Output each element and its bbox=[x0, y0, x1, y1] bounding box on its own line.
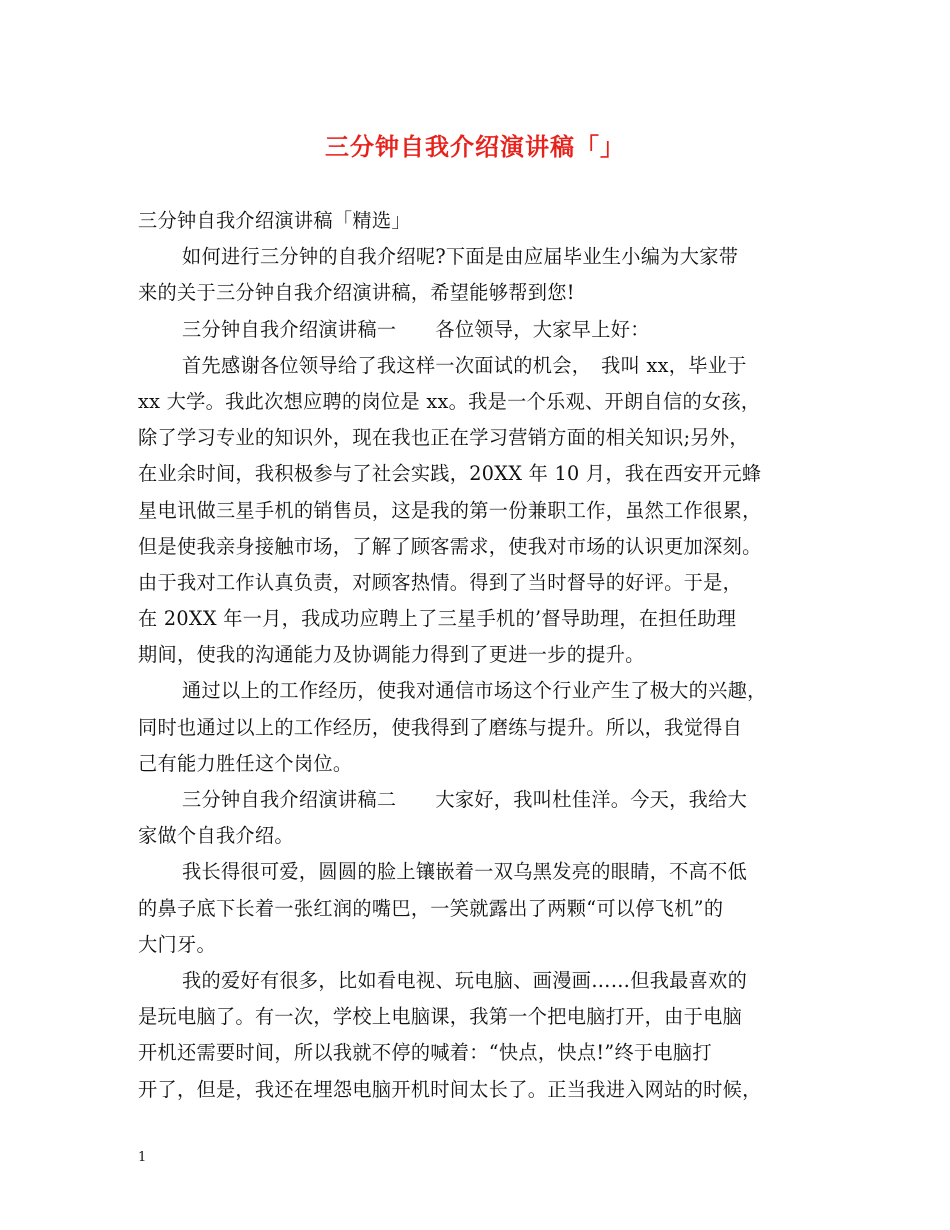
text-line: 家做个自我介绍。 bbox=[138, 824, 294, 848]
text-line: 如何进行三分钟的自我介绍呢?下面是由应届毕业生小编为大家带 bbox=[182, 245, 739, 269]
text-line: 在业余时间，我积极参与了社会实践，20XX 年 10 月，我在西安开元蜂 bbox=[138, 462, 762, 486]
text-line: 星电讯做三星手机的销售员，这是我的第一份兼职工作，虽然工作很累， bbox=[138, 498, 762, 522]
text-line: 己有能力胜任这个岗位。 bbox=[138, 751, 353, 775]
text-line: 三分钟自我介绍演讲稿一 各位领导，大家早上好： bbox=[182, 317, 650, 341]
text-line: 我长得很可爱，圆圆的脸上镶嵌着一双乌黑发亮的眼睛，不高不低 bbox=[182, 860, 748, 884]
document-body bbox=[138, 203, 818, 1108]
text-line: xx 大学。我此次想应聘的岗位是 xx。我是一个乐观、开朗自信的女孩， bbox=[138, 389, 761, 413]
text-line: 三分钟自我介绍演讲稿二 大家好，我叫杜佳洋。今天，我给大 bbox=[182, 788, 748, 811]
text-line: 由于我对工作认真负责，对顾客热情。得到了当时督导的好评。于是， bbox=[138, 570, 743, 594]
document-title: 三分钟自我介绍演讲稿「」 bbox=[325, 132, 625, 161]
text-line: 大门牙。 bbox=[138, 932, 216, 956]
text-line: 开了，但是，我还在埋怨电脑开机时间太长了。正当我进入网站的时候， bbox=[138, 1077, 762, 1101]
page-number: 1 bbox=[138, 1150, 147, 1165]
text-line: 来的关于三分钟自我介绍演讲稿，希望能够帮到您! bbox=[138, 281, 575, 305]
text-line: 同时也通过以上的工作经历，使我得到了磨练与提升。所以，我觉得自 bbox=[138, 715, 743, 739]
text-line: 开机还需要时间，所以我就不停的喊着：“快点，快点!”终于电脑打 bbox=[138, 1041, 712, 1065]
text-line: 除了学习专业的知识外，现在我也正在学习营销方面的相关知识;另外， bbox=[138, 426, 749, 450]
text-line: 是玩电脑了。有一次，学校上电脑课，我第一个把电脑打开，由于电脑 bbox=[138, 1005, 743, 1029]
text-line: 首先感谢各位领导给了我这样一次面试的机会， 我叫 xx，毕业于 bbox=[182, 353, 747, 377]
text-line: 在 20XX 年一月，我成功应聘上了三星手机的’督导助理，在担任助理 bbox=[138, 607, 737, 631]
text-line: 期间，使我的沟通能力及协调能力得到了更进一步的提升。 bbox=[138, 643, 645, 667]
text-line: 但是使我亲身接触市场，了解了顾客需求，使我对市场的认识更加深刻。 bbox=[138, 534, 762, 558]
text-line: 通过以上的工作经历，使我对通信市场这个行业产生了极大的兴趣， bbox=[182, 679, 767, 703]
text-line: 我的爱好有很多，比如看电视、玩电脑、画漫画……但我最喜欢的 bbox=[182, 968, 748, 992]
text-line: 的鼻子底下长着一张红润的嘴巴，一笑就露出了两颗“可以停飞机”的 bbox=[138, 896, 724, 920]
text-line: 三分钟自我介绍演讲稿「精选」 bbox=[138, 209, 411, 232]
